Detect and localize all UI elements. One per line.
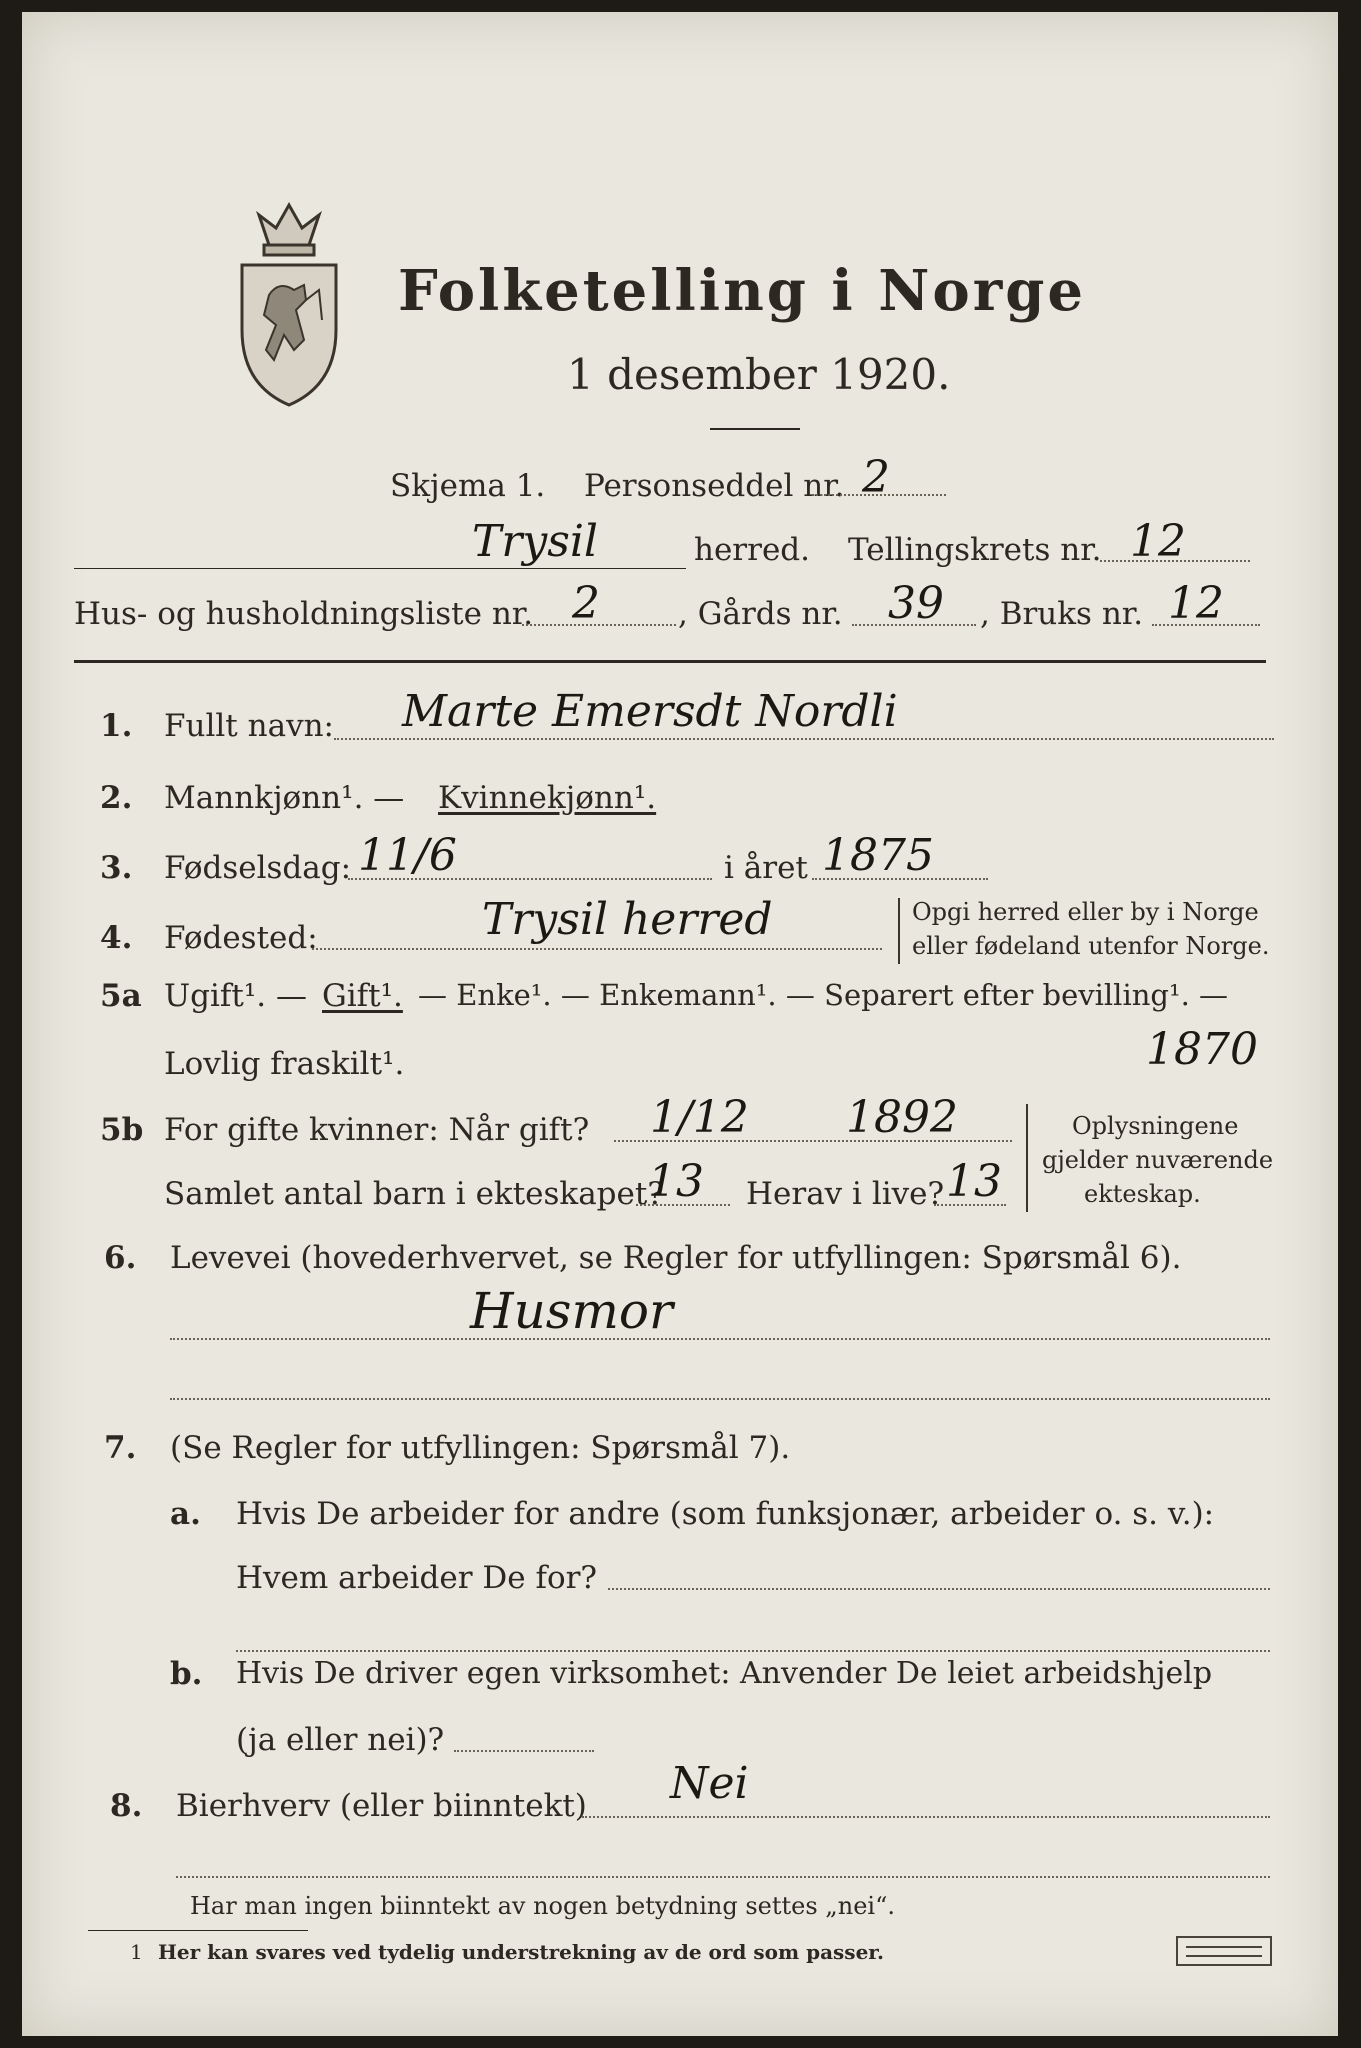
full-name-value: Marte Emersdt Nordli [402, 686, 898, 737]
marriage-date-value: 1/12 [650, 1092, 749, 1143]
q5b-number: 5b [100, 1112, 144, 1148]
q5b-note-3: ekteskap. [1084, 1180, 1201, 1208]
bruks-label: , Bruks nr. [980, 596, 1144, 632]
personseddel-value: 2 [862, 452, 890, 503]
form-date: 1 desember 1920. [567, 350, 951, 399]
q7b-text: Hvis De driver egen virksomhet: Anvender De leiet arbeidshjelp [236, 1656, 1213, 1691]
skjema-label: Skjema 1. [390, 468, 546, 504]
q6-number: 6. [104, 1240, 137, 1276]
q3-label: Fødselsdag: [164, 850, 352, 886]
q7b-text2: (ja eller nei)? [236, 1722, 445, 1758]
q8-label: Bierhverv (eller biinntekt) [176, 1788, 587, 1824]
q4-number: 4. [100, 920, 133, 956]
birthday-value: 11/6 [358, 830, 457, 881]
q2-number: 2. [100, 780, 133, 816]
q7a-text2: Hvem arbeider De for? [236, 1560, 598, 1596]
q7-number: 7. [104, 1430, 137, 1466]
q7b-letter: b. [170, 1656, 203, 1692]
personseddel-label: Personseddel nr. [584, 468, 845, 504]
tellingskrets-label: Tellingskrets nr. [848, 532, 1102, 568]
q4-note-2: eller fødeland utenfor Norge. [912, 932, 1270, 960]
q4-label: Fødested: [164, 920, 318, 956]
q2-female: Kvinnekjønn¹. [438, 780, 657, 816]
q3-year-label: i året [724, 850, 808, 886]
q5b-children-label: Samlet antal barn i ekteskapet? [164, 1176, 664, 1212]
form-title: Folketelling i Norge [398, 258, 1087, 324]
q5b-label: For gifte kvinner: Når gift? [164, 1112, 590, 1148]
q5b-alive-label: Herav i live? [746, 1176, 945, 1212]
footnote-text: Her kan svares ved tydelig understrekning av de ord som passer. [158, 1940, 884, 1964]
title-divider [710, 428, 800, 430]
q7a-text: Hvis De arbeider for andre (som funksjonær, arbeider o. s. v.): [236, 1496, 1215, 1532]
birthplace-value: Trysil herred [482, 894, 773, 945]
q4-note-1: Opgi herred eller by i Norge [912, 898, 1259, 926]
printer-stamp-icon [1176, 1936, 1272, 1966]
occupation-value: Husmor [470, 1282, 673, 1340]
q1-label: Fullt navn: [164, 708, 334, 744]
census-form [22, 12, 1338, 2036]
q7-label: (Se Regler for utfyllingen: Spørsmål 7). [170, 1430, 791, 1466]
marriage-year-value: 1892 [846, 1092, 958, 1143]
gards-value: 39 [888, 578, 944, 629]
header-separator [74, 660, 1266, 663]
q5a-fraskilt: Lovlig fraskilt¹. [164, 1046, 405, 1082]
gards-label: , Gårds nr. [678, 596, 843, 632]
q5a-annotation: 1870 [1146, 1024, 1258, 1075]
children-value: 13 [648, 1156, 704, 1207]
q1-number: 1. [100, 708, 133, 744]
alive-value: 13 [946, 1156, 1002, 1207]
no-income-note: Har man ingen biinntekt av nogen betydning settes „nei“. [190, 1892, 895, 1920]
hus-label: Hus- og husholdningsliste nr. [74, 596, 534, 632]
q6-label: Levevei (hovederhvervet, se Regler for utfyllingen: Spørsmål 6). [170, 1240, 1182, 1276]
side-income-value: Nei [670, 1758, 749, 1809]
tellingskrets-value: 12 [1130, 516, 1186, 567]
q5a-gift: Gift¹. [322, 978, 403, 1014]
q7a-letter: a. [170, 1496, 201, 1532]
q5a-options: — Enke¹. — Enkemann¹. — Separert efter bevilling¹. — [418, 978, 1229, 1012]
coat-of-arms-icon [234, 200, 344, 410]
q5a-ugift: Ugift¹. — [164, 978, 307, 1014]
footnote-mark: 1 [130, 1940, 143, 1964]
birth-year-value: 1875 [822, 830, 934, 881]
hus-value: 2 [572, 578, 600, 629]
herred-value: Trysil [472, 516, 598, 567]
q5a-number: 5a [100, 978, 142, 1014]
q5b-note-2: gjelder nuværende [1042, 1146, 1274, 1174]
bruks-value: 12 [1168, 578, 1224, 629]
q2-male: Mannkjønn¹. — [164, 780, 405, 816]
q5b-note-1: Oplysningene [1072, 1112, 1239, 1140]
q3-number: 3. [100, 850, 133, 886]
q8-number: 8. [110, 1788, 143, 1824]
herred-label: herred. [694, 532, 810, 568]
